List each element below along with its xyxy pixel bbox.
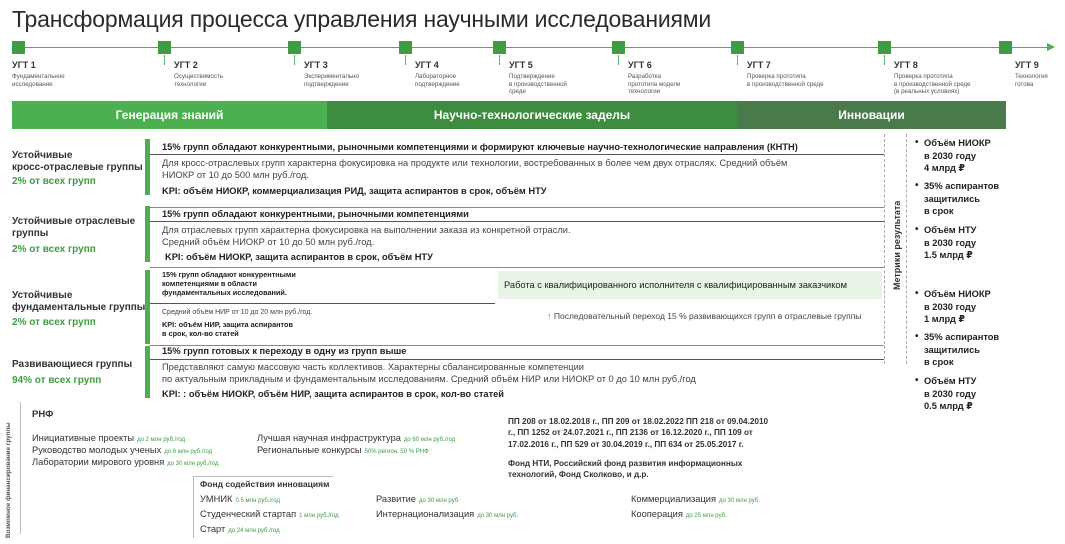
fund-amount: 1 млн руб./год xyxy=(299,513,339,519)
group-headline: 15% групп обладают конкурентными, рыночными компетенциями xyxy=(162,209,469,219)
trl-tick xyxy=(499,55,500,65)
fund-name: УМНИК xyxy=(200,494,233,504)
trl-label: УГТ 8 xyxy=(894,60,918,70)
rnf-col2 xyxy=(257,433,455,455)
transition-text: Последовательный переход 15 % развивающихся групп в отраслевые группы xyxy=(553,311,862,321)
trl-description: Разработка прототипа модели технологии xyxy=(628,73,681,96)
fund-item xyxy=(631,509,760,519)
bullet-icon: • xyxy=(915,288,919,299)
group-description: Представляют самую массовую часть коллективов. Характерны сбалансированные компетенции по актуальным прикладным и фундаментальным исследованиям. Средний объём НИР или НИОКР от 0 до 10 млн руб./год xyxy=(162,362,696,384)
group-kpi: KPI: : объём НИОКР, объём НИР, защита аспирантов в срок, кол-во статей xyxy=(162,389,505,399)
greenbox-text: Работа с квалифицированного исполнителя с квалифицированным заказчиком xyxy=(504,280,847,290)
rnf-title: РНФ xyxy=(32,409,54,420)
phase-label: Научно-технологические заделы xyxy=(433,108,631,122)
trl-tick xyxy=(737,55,738,65)
trl-marker xyxy=(12,41,25,54)
fund-name: Лаборатории мирового уровня xyxy=(32,457,165,467)
group-name-crossindustry: Устойчивые кросс-отраслевые группы xyxy=(12,150,143,173)
phase-backlog xyxy=(327,101,737,129)
group-name-fundamental: Устойчивые фундаментальные группы xyxy=(12,290,146,313)
phase-knowledge xyxy=(12,101,327,129)
fund-amount: до 60 млн руб./год xyxy=(403,437,456,443)
fund-amount: до 30 млн руб. xyxy=(477,513,519,519)
phase-innovation xyxy=(737,101,1006,129)
fund-item xyxy=(200,509,339,519)
group-pct-fundamental: 2% от всех групп xyxy=(12,317,96,328)
phase-label: Генерация знаний xyxy=(115,108,224,122)
fund-name: Кооперация xyxy=(631,509,683,519)
trl-marker xyxy=(612,41,625,54)
trl-tick xyxy=(884,55,885,65)
trl-description: Лабораторное подтверждение xyxy=(415,73,460,88)
result-metric: Объём НТУ в 2030 году 0.5 млрд ₽ xyxy=(924,376,977,411)
group-bar xyxy=(145,270,150,344)
trl-description: Экспериментально подтверждение xyxy=(304,73,360,88)
fund-name: Старт xyxy=(200,524,226,534)
result-metric: 35% аспирантов защитились в срок xyxy=(924,181,1000,216)
fund-amount: 0.5 млн руб./год xyxy=(235,498,280,504)
trl-description: Технология готова xyxy=(1015,73,1048,88)
fund-name: Развитие xyxy=(376,494,416,504)
fund-item xyxy=(200,494,339,504)
fsi-bracket xyxy=(193,476,194,538)
trl-marker xyxy=(878,41,891,54)
group-description: Средний объём НИР от 10 до 20 млн руб./год. xyxy=(162,309,313,316)
fund-amount: 50% регион, 50 % РНФ xyxy=(364,449,429,455)
fund-amount: до 6 млн руб./год xyxy=(164,449,213,455)
bullet-icon: • xyxy=(915,331,919,342)
group-headline: 15% групп обладают конкурентными, рыночными компетенциями и формируют ключевые научно-технологические направления (КНТН) xyxy=(162,142,798,152)
group-headline: 15% групп готовых к переходу в одну из групп выше xyxy=(162,346,407,356)
trl-description: Фундаментальное исследование xyxy=(12,73,65,88)
fund-name: Лучшая научная инфраструктура xyxy=(257,433,401,443)
trl-label: УГТ 5 xyxy=(509,60,533,70)
fund-item xyxy=(257,433,455,443)
group-bar xyxy=(145,346,150,398)
trl-tick xyxy=(405,55,406,65)
trl-marker xyxy=(493,41,506,54)
trl-label: УГТ 3 xyxy=(304,60,328,70)
group-name-developing: Развивающиеся группы xyxy=(12,359,133,370)
trl-marker xyxy=(158,41,171,54)
fund-item xyxy=(631,494,760,504)
group-pct-crossindustry: 2% от всех групп xyxy=(12,176,96,187)
fsi-col1 xyxy=(200,494,339,534)
rnf-col1 xyxy=(32,433,219,467)
group-kpi: KPI: объём НИОКР, защита аспирантов в срок, объём НТУ xyxy=(165,252,433,262)
trl-description: Подтверждение в производственной среде xyxy=(509,73,567,96)
trl-label: УГТ 6 xyxy=(628,60,652,70)
result-metric: Объём НИОКР в 2030 году 4 млрд ₽ xyxy=(924,138,991,173)
fund-item xyxy=(257,445,455,455)
fund-name: Инициативные проекты xyxy=(32,433,135,443)
fund-item xyxy=(376,509,518,519)
arrow-up-icon: ↑ xyxy=(547,311,552,321)
fund-amount: до 2 млн руб./год xyxy=(137,437,186,443)
fsi-bracket-top xyxy=(193,476,333,477)
divider xyxy=(150,303,495,304)
result-metric: Объём НТУ в 2030 году 1.5 млрд ₽ xyxy=(924,225,977,260)
fund-amount: до 30 млн руб. xyxy=(719,498,760,504)
fund-item xyxy=(200,524,339,534)
group-bar xyxy=(145,206,150,262)
metrics-separator xyxy=(884,134,885,364)
fund-amount: до 30 млн руб./год xyxy=(167,461,219,467)
trl-description: Проверка прототипа в производственной среде xyxy=(747,73,824,88)
trl-label: УГТ 1 xyxy=(12,60,36,70)
group-description: Для кросс-отраслевых групп характерна фокусировка на продукте или технологии, востребованных в более чем двух отраслях. Средний объём НИОКР от 10 до 500 млн руб./год. xyxy=(162,158,788,180)
trl-tick xyxy=(164,55,165,65)
group-pct-industry: 2% от всех групп xyxy=(12,244,96,255)
phase-label: Инновации xyxy=(838,108,905,122)
fund-item xyxy=(376,494,518,504)
group-name-industry: Устойчивые отраслевые группы xyxy=(12,216,136,239)
trl-marker xyxy=(288,41,301,54)
fund-name: Руководство молодых ученых xyxy=(32,445,162,455)
metrics-label: Метрики результата xyxy=(892,200,902,290)
trl-marker xyxy=(999,41,1012,54)
trl-description: Проверка прототипа в производственной среде (в реальных условиях) xyxy=(894,73,971,96)
bullet-icon: • xyxy=(915,137,919,148)
fund-name: Региональные конкурсы xyxy=(257,445,362,455)
group-pct-developing: 94% от всех групп xyxy=(12,375,102,386)
divider xyxy=(150,207,884,208)
fund-amount: до 24 млн руб./год xyxy=(228,528,280,534)
group-description: Для отраслевых групп характерна фокусировка на выполнении заказа из конкретной отрасли. Средний объём НИОКР от 10 до 50 млн руб./год. xyxy=(162,225,571,247)
trl-marker xyxy=(399,41,412,54)
fund-item xyxy=(32,445,219,455)
divider xyxy=(150,359,884,360)
trl-label: УГТ 4 xyxy=(415,60,439,70)
timeline-arrow-icon xyxy=(1047,43,1055,51)
fsi-title: Фонд содействия инновациям xyxy=(200,479,330,489)
fund-amount: до 25 млн руб. xyxy=(685,513,727,519)
fund-name: Коммерциализация xyxy=(631,494,717,504)
fund-amount: до 30 млн руб. xyxy=(418,498,460,504)
contractor-greenbox xyxy=(498,271,882,299)
funds-list: Фонд НТИ, Российский фонд развития информационных технологий, Фонд Сколково, и д.р. xyxy=(508,459,743,480)
fund-item xyxy=(32,433,219,443)
bullet-icon: • xyxy=(915,375,919,386)
trl-label: УГТ 9 xyxy=(1015,60,1039,70)
results-separator xyxy=(906,134,907,364)
divider xyxy=(150,154,884,155)
trl-tick xyxy=(618,55,619,65)
trl-label: УГТ 7 xyxy=(747,60,771,70)
group-kpi: KPI: объём НИР, защита аспирантов в срок, кол-во статей xyxy=(162,320,293,338)
funding-side-label: Возможное финансирование группы xyxy=(5,422,12,538)
result-metric: 35% аспирантов защитились в срок xyxy=(924,332,1000,367)
trl-tick xyxy=(294,55,295,65)
transition-note xyxy=(547,311,861,321)
bullet-icon: • xyxy=(915,224,919,235)
funding-bracket xyxy=(20,402,26,534)
group-kpi: KPI: объём НИОКР, коммерциализация РИД, защита аспирантов в срок, объём НТУ xyxy=(162,186,547,196)
fund-name: Интернационализация xyxy=(376,509,475,519)
decrees-list: ПП 208 от 18.02.2018 г., ПП 209 от 18.02.2022 ПП 218 от 09.04.2010 г., ПП 1252 от 24.07.2021 г., ПП 2136 от 16.12.2020 г., ПП 109 от 17.02.2016 г., ПП 529 от 30.04.2019 г., ПП 634 от 25.05.2017 г. xyxy=(508,417,769,449)
group-headline: 15% групп обладают конкурентными компетенциями в области фундаментальных исследований. xyxy=(162,270,296,297)
trl-marker xyxy=(731,41,744,54)
divider xyxy=(150,221,884,222)
bullet-icon: • xyxy=(915,180,919,191)
group-bar xyxy=(145,139,150,195)
trl-label: УГТ 2 xyxy=(174,60,198,70)
fsi-col2 xyxy=(376,494,518,519)
fund-item xyxy=(32,457,219,467)
page-title: Трансформация процесса управления научными исследованиями xyxy=(12,6,712,32)
fsi-col3 xyxy=(631,494,760,519)
result-metric: Объём НИОКР в 2030 году 1 млрд ₽ xyxy=(924,289,991,324)
divider xyxy=(150,267,884,268)
trl-description: Осуществимость технологии xyxy=(174,73,223,88)
fund-name: Студенческий стартап xyxy=(200,509,297,519)
